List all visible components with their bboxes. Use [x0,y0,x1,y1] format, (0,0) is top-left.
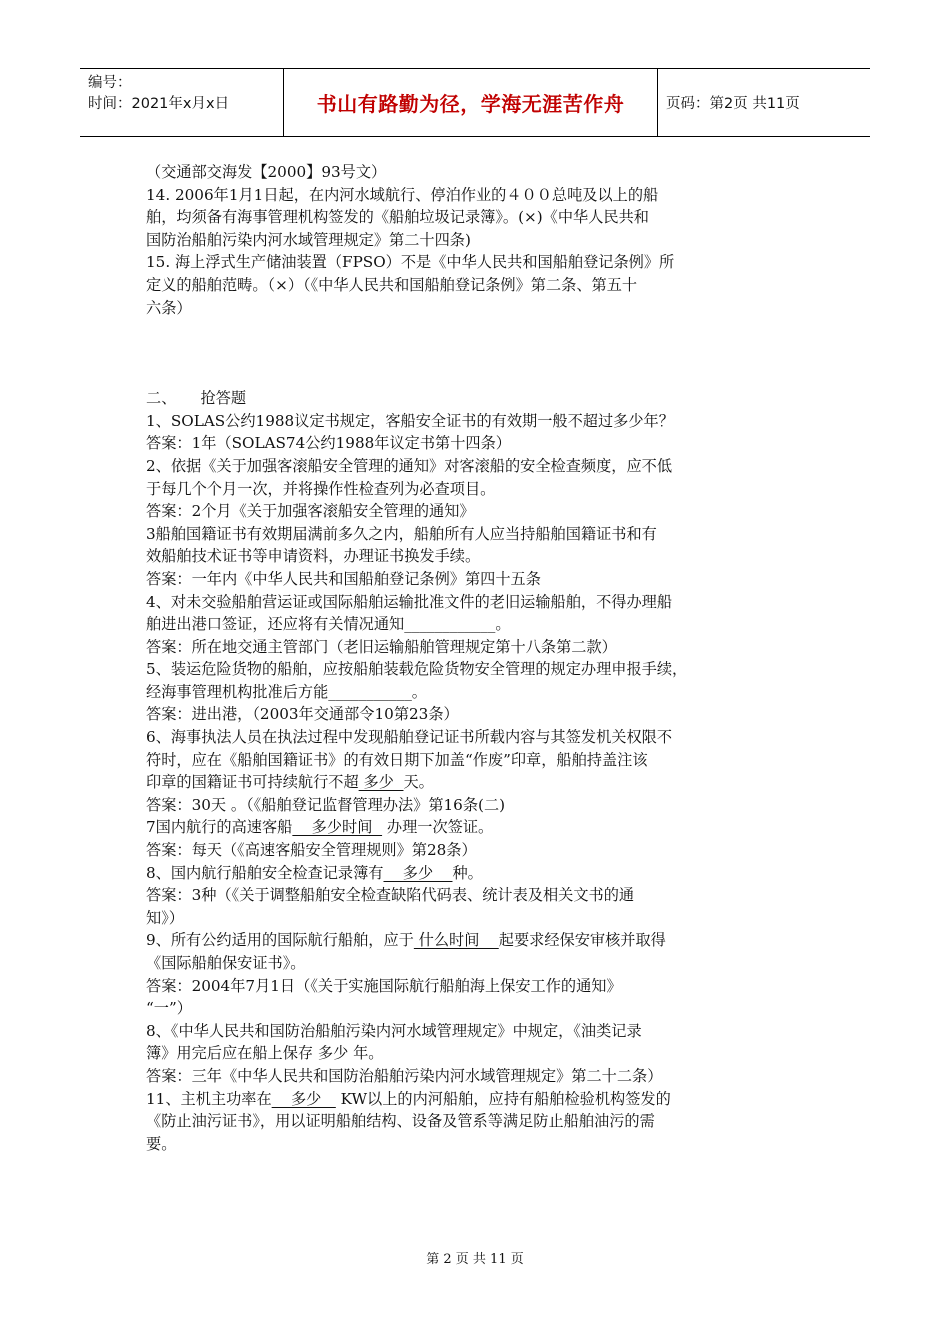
text-run: 天。 [403,773,434,792]
text-line: 14. 2006年1月1日起，在内河水域航行、停泊作业的４００总吨及以上的船 [146,185,659,204]
text-run: 种。 [452,863,483,882]
document-date: 时间：2021年x月x日 [88,96,230,112]
text-line: 1、SOLAS公约1988议定书规定，客船安全证书的有效期一般不超过多少年？ [146,411,674,430]
question-11 [146,1088,810,1111]
question-9 [146,929,810,952]
text-line: 国防治船舶污染内河水域管理规定》第二十四条) [146,230,471,249]
text-line: 8、《中华人民共和国防治船舶污染内河水域管理规定》中规定，《油类记录 [146,1021,642,1040]
blank-underline: 什么时间 [413,931,499,950]
answer-8-line-1: 答案：3种（《关于调整船舶安全检查缺陷代码表、统计表及相关文书的通 [146,886,635,905]
answer-6: 答案：30天 。（《船舶登记监督管理办法》第16条(二) [146,795,506,814]
text-line: 《防止油污证书》，用以证明船舶结构、设备及管系等满足防止船舶油污的需 [146,1112,655,1131]
text-line: 3船舶国籍证书有效期届满前多久之内，船舶所有人应当持船舶国籍证书和有 [146,524,657,543]
blank-underline: 多少 [271,1089,336,1108]
text-line: 2、依据《关于加强客滚船安全管理的通知》对客滚船的安全检查频度，应不低 [146,456,673,475]
text-line: 定义的船舶范畴。（×）（《中华人民共和国船舶登记条例》第二条、第五十 [146,275,638,294]
text-block-part2 [146,410,810,772]
text-line: 答案：2个月《关于加强客滚船安全管理的通知》 [146,502,475,521]
text-line: 舶，均须备有海事管理机构签发的《船舶垃圾记录簿》。(×)《中华人民共和 [146,208,649,227]
text-run: 8、国内航行船舶安全检查记录簿有 [146,863,384,882]
text-line: 于每几个个月一次，并将操作性检查列为必查项目。 [146,479,496,498]
question-7 [146,816,810,839]
document-number-label: 编号： [88,75,132,91]
spacer [146,319,810,387]
question-8 [146,862,810,885]
header-meta [80,69,283,136]
text-run: 9、所有公约适用的国际航行船舶，应于 [146,931,414,950]
text-run: 7国内航行的高速客船 [146,818,293,837]
text-run: 11、主机主功率在 [146,1089,272,1108]
text-run: 起要求经保安审核并取得 [498,931,666,950]
text-run: 印章的国籍证书可持续航行不超 [146,773,359,792]
text-line: 《国际船舶保安证书》。 [146,954,306,972]
text-line: 经海事管理机构批准后方能___________。 [146,682,427,701]
text-line: （交通部交海发【2000】93号文） [146,163,387,181]
text-line: 簿》用完后应在船上保存 多少 年。 [146,1044,384,1063]
answer-7: 答案：每天（《高速客船安全管理规则》第28条） [146,841,477,860]
blank-underline: 多少 [383,863,453,882]
text-line: 答案：一年内《中华人民共和国船舶登记条例》第四十五条 [146,569,541,588]
text-block-part4 [146,1110,810,1155]
text-line: 舶进出港口签证，还应将有关情况通知____________。 [146,615,511,634]
text-line: 要。 [146,1134,177,1153]
text-line: 4、对未交验船舶营运证或国际船舶运输批准文件的老旧运输船舶，不得办理船 [146,592,673,611]
text-block-part1 [146,161,810,319]
page-header [80,68,870,137]
text-line: 六条） [146,298,192,317]
header-motto: 书山有路勤为径，学海无涯苦作舟 [283,69,658,136]
answer-8-line-2: 知》） [146,908,184,927]
text-line: 符时，应在《船舶国籍证书》的有效日期下加盖“作废”印章，船舶持盖注该 [146,750,648,769]
text-line: 答案：三年《中华人民共和国防治船舶污染内河水域管理规定》第二十二条） [146,1066,663,1085]
blank-underline: 多少时间 [292,818,383,837]
text-line: 6、海事执法人员在执法过程中发现船舶登记证书所载内容与其签发机关权限不 [146,728,673,747]
text-line: 效船舶技术证书等申请资料，办理证书换发手续。 [146,547,481,566]
text-line: 5、装运危险货物的船舶，应按船舶装载危险货物安全管理的规定办理申报手续， [146,660,688,679]
document-body [146,161,810,1155]
question-6-line-3 [146,771,810,794]
blank-underline: 多少 [358,773,404,792]
text-line: “一”） [146,999,192,1018]
text-line: 答案：进出港，（2003年交通部令10第23条） [146,705,459,724]
text-run: KW以上的内河船舶，应持有船舶检验机构签发的 [335,1089,671,1108]
text-line: 答案：2004年7月1日（《关于实施国际航行船舶海上保安工作的通知》 [146,976,622,995]
text-line: 答案：1年（SOLAS74公约1988年议定书第十四条） [146,434,511,453]
header-page-info: 页码：第2页 共11页 [666,96,800,112]
text-block-part3 [146,952,810,1088]
page-footer: 第 2 页 共 11 页 [426,1252,524,1267]
text-run: 办理一次签证。 [382,818,494,837]
section-title: 二、 抢答题 [146,389,247,408]
text-line: 答案：所在地交通主管部门（老旧运输船舶管理规定第十八条第二款） [146,637,617,656]
text-line: 15. 海上浮式生产储油装置（FPSO）不是《中华人民共和国船舶登记条例》所 [146,253,675,272]
